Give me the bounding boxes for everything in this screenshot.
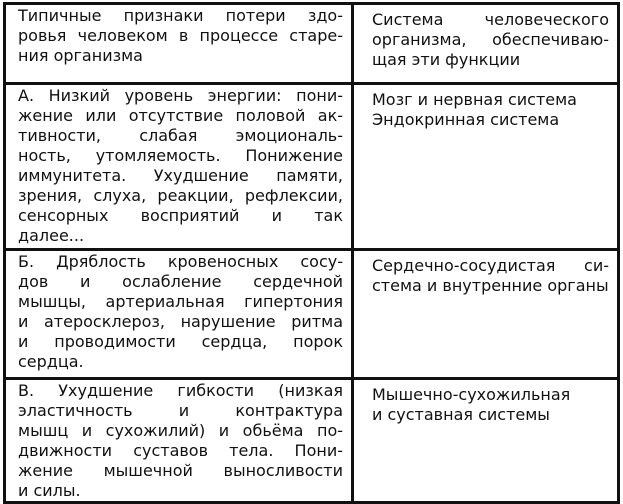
cell-line: и силы. (18, 481, 81, 500)
cell-line: Сердечно-сосудистая си- (372, 256, 609, 275)
cell-line: ния организма (18, 46, 143, 65)
table-row (5, 379, 619, 503)
system-cell (353, 250, 619, 379)
health-loss-table (3, 2, 620, 504)
header-cell-symptoms (5, 4, 353, 84)
symptoms-cell (5, 84, 353, 250)
cell-line: ность, утомляемость. Понижение (18, 146, 343, 165)
cell-line: движности суставов тела. Пони- (18, 441, 343, 460)
cell-line: жение мышечной выносливости (18, 461, 343, 480)
cell-line: Мозг и нервная система (372, 90, 577, 109)
cell-line: зрения, слуха, реакции, рефлексии, (18, 186, 343, 205)
cell-line: дов и ослабление сердечной (18, 272, 343, 291)
cell-line: Мышечно-сухожильная (372, 385, 571, 404)
table-header-row (5, 4, 619, 84)
header-cell-systems (353, 4, 619, 84)
cell-line: Эндокринная система (372, 110, 560, 129)
cell-line: и суставная системы (372, 405, 550, 424)
cell-line: далее... (18, 226, 85, 245)
cell-line: ровья человеком в процессе старе- (18, 26, 343, 45)
cell-line: стема и внутренние органы (372, 276, 609, 295)
symptoms-cell (5, 379, 353, 503)
cell-line: иммунитета. Ухудшение памяти, (18, 166, 343, 185)
cell-line: щая эти функции (372, 50, 521, 69)
system-cell (353, 379, 619, 503)
cell-line: жение или отсутствие половой ак- (18, 106, 343, 125)
table-row (5, 250, 619, 379)
cell-line: и атеросклероз, нарушение ритма (18, 312, 343, 331)
cell-line: эластичность и контрактура (18, 401, 343, 420)
cell-line: Б. Дряблость кровеносных сосу- (18, 252, 343, 271)
symptoms-cell (5, 250, 353, 379)
cell-line: В. Ухудшение гибкости (низкая (18, 381, 343, 400)
cell-line: сенсорных восприятий и так (18, 206, 343, 225)
table-row (5, 84, 619, 250)
cell-line: сердца. (18, 352, 84, 371)
cell-line: мышц и сухожилий) и обьёма по- (18, 421, 343, 440)
cell-line: Типичные признаки потери здо- (18, 6, 343, 25)
cell-line: тивности, слабая эмоциональ- (18, 126, 343, 145)
cell-line: А. Низкий уровень энергии: пони- (18, 86, 343, 105)
cell-line: Система человеческого (372, 10, 609, 29)
cell-line: организма, обеспечиваю- (372, 30, 609, 49)
system-cell (353, 84, 619, 250)
cell-line: и проводимости сердца, порок (18, 332, 343, 351)
cell-line: мышцы, артериальная гипертония (18, 292, 343, 311)
